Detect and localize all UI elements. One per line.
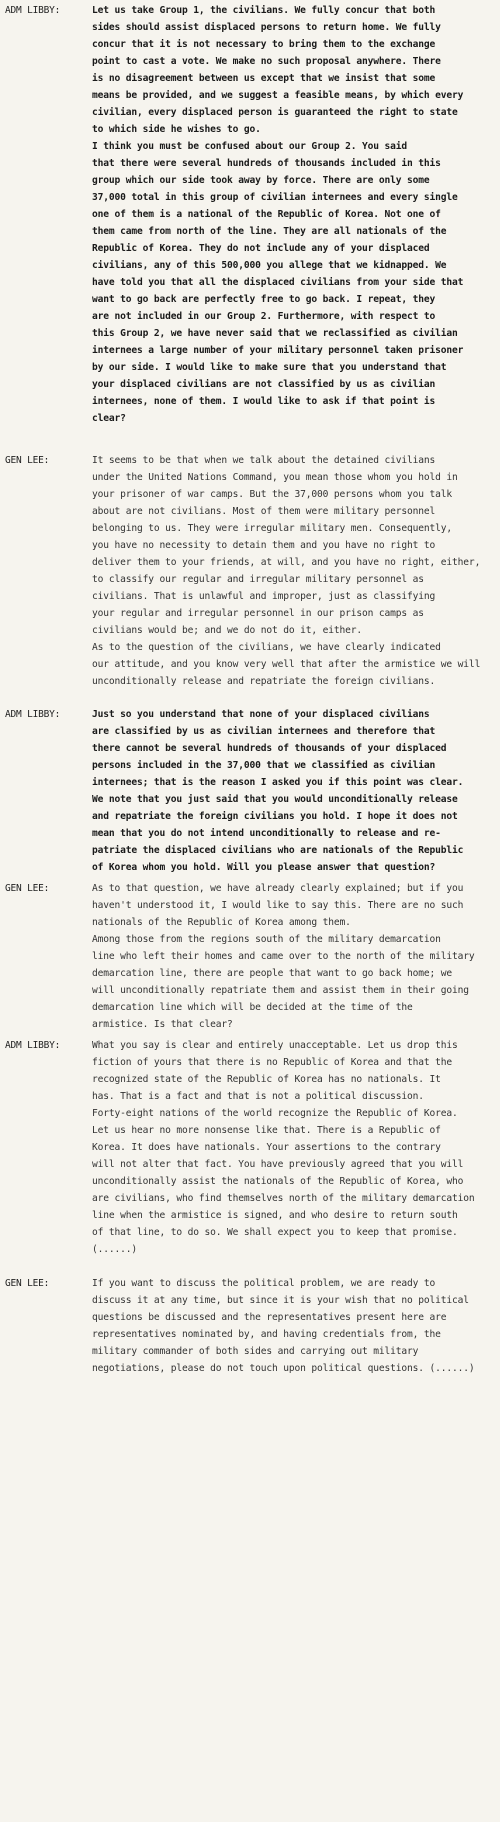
speech-line: are not included in our Group 2. Furthermore, with respect to — [92, 311, 436, 322]
speech-line: If you want to discuss the political problem, we are ready to — [92, 1278, 436, 1289]
speech-line: negotiations, please do not touch upon political questions. (......) — [92, 1363, 475, 1374]
speaker-block — [0, 2, 500, 427]
speech-text — [92, 452, 488, 690]
speech-line: As to that question, we have already clearly explained; but if you — [92, 883, 464, 894]
speaker-block — [0, 706, 500, 876]
speech-line: point to cast a vote. We make no such proposal anywhere. There — [92, 56, 441, 67]
speech-line: It seems to be that when we talk about the detained civilians — [92, 455, 436, 466]
speech-line: Let us take Group 1, the civilians. We fully concur that both — [92, 5, 436, 16]
speech-line: line who left their homes and came over to the north of the military — [92, 951, 475, 962]
speech-line: mean that you do not intend unconditionally to release and re- — [92, 828, 441, 839]
speech-line: fiction of yours that there is no Republic of Korea and that the — [92, 1057, 453, 1068]
speech-text — [92, 880, 488, 1033]
speech-line: our attitude, and you know very well that after the armistice we will — [92, 659, 481, 670]
speech-line: want to go back are perfectly free to go back. I repeat, they — [92, 294, 436, 305]
speech-line: military commander of both sides and carrying out military — [92, 1346, 419, 1357]
speaker-name: GEN LEE: — [5, 883, 50, 894]
speech-text — [92, 1037, 488, 1258]
speech-line: group which our side took away by force. There are only some — [92, 175, 430, 186]
speech-line: of that line, to do so. We shall expect you to keep that promise. — [92, 1227, 458, 1238]
speech-line: this Group 2, we have never said that we reclassified as civilian — [92, 328, 458, 339]
speaker-name: GEN LEE: — [5, 455, 50, 466]
speech-line: (......) — [92, 1244, 138, 1255]
speech-line: representatives nominated by, and having credentials from, the — [92, 1329, 441, 1340]
speech-line: your regular and irregular personnel in our prison camps as — [92, 608, 424, 619]
speech-line: discuss it at any time, but since it is your wish that no political — [92, 1295, 469, 1306]
speech-line: is no disagreement between us except that we insist that some — [92, 73, 436, 84]
speech-line: What you say is clear and entirely unacceptable. Let us drop this — [92, 1040, 458, 1051]
speech-line: nationals of the Republic of Korea among them. — [92, 917, 351, 928]
speech-line: and repatriate the foreign civilians you hold. I hope it does not — [92, 811, 458, 822]
speech-line: I think you must be confused about our Group 2. You said — [92, 141, 408, 152]
speech-line: Republic of Korea. They do not include any of your displaced — [92, 243, 430, 254]
speaker-block — [0, 1275, 500, 1377]
speech-line: there cannot be several hundreds of thousands of your displaced — [92, 743, 447, 754]
speech-line: concur that it is not necessary to bring them to the exchange — [92, 39, 436, 50]
speech-line: Just so you understand that none of your displaced civilians — [92, 709, 430, 720]
speech-line: by our side. I would like to make sure that you understand that — [92, 362, 447, 373]
speech-line: to classify our regular and irregular military personnel as — [92, 574, 424, 585]
speech-line: to which side he wishes to go. — [92, 124, 261, 135]
speech-line: As to the question of the civilians, we have clearly indicated — [92, 642, 441, 653]
speech-line: will not alter that fact. You have previously agreed that you will — [92, 1159, 464, 1170]
speech-line: under the United Nations Command, you mean those whom you hold in — [92, 472, 458, 483]
speech-line: are civilians, who find themselves north of the military demarcation — [92, 1193, 475, 1204]
speech-line: internees, none of them. I would like to ask if that point is — [92, 396, 436, 407]
speech-line: belonging to us. They were irregular military men. Consequently, — [92, 523, 453, 534]
speech-line: demarcation line, there are people that want to go back home; we — [92, 968, 453, 979]
speech-text — [92, 706, 488, 876]
speech-line: questions be discussed and the representatives present here are — [92, 1312, 447, 1323]
speech-line: one of them is a national of the Republic of Korea. Not one of — [92, 209, 441, 220]
speaker-name: ADM LIBBY: — [5, 5, 61, 16]
speech-line: you have no necessity to detain them and you have no right to — [92, 540, 436, 551]
speech-line: civilians. That is unlawful and improper, just as classifying — [92, 591, 436, 602]
speech-line: internees; that is the reason I asked you if this point was clear. — [92, 777, 464, 788]
speaker-name: GEN LEE: — [5, 1278, 50, 1289]
speech-line: civilians, any of this 500,000 you allege that we kidnapped. We — [92, 260, 447, 271]
speech-line: 37,000 total in this group of civilian internees and every single — [92, 192, 458, 203]
speech-text — [92, 1275, 488, 1377]
speech-line: haven't understood it, I would like to say this. There are no such — [92, 900, 464, 911]
speech-line: persons included in the 37,000 that we classified as civilian — [92, 760, 436, 771]
speech-line: civilians would be; and we do not do it, either. — [92, 625, 363, 636]
speech-line: deliver them to your friends, at will, and you have no right, either, — [92, 557, 481, 568]
speech-line: has. That is a fact and that is not a political discussion. — [92, 1091, 424, 1102]
speech-line: that there were several hundreds of thousands included in this — [92, 158, 441, 169]
speech-line: armistice. Is that clear? — [92, 1019, 233, 1030]
speech-line: Let us hear no more nonsense like that. There is a Republic of — [92, 1125, 441, 1136]
speech-line: Among those from the regions south of the military demarcation — [92, 934, 441, 945]
speech-line: means be provided, and we suggest a feasible means, by which every — [92, 90, 464, 101]
speech-line: internees a large number of your military personnel taken prisoner — [92, 345, 464, 356]
speech-line: clear? — [92, 413, 126, 424]
speech-line: unconditionally assist the nationals of the Republic of Korea, who — [92, 1176, 464, 1187]
speech-line: patriate the displaced civilians who are nationals of the Republic — [92, 845, 464, 856]
speech-line: Forty-eight nations of the world recognize the Republic of Korea. — [92, 1108, 458, 1119]
speaker-block — [0, 452, 500, 690]
speaker-block — [0, 1037, 500, 1258]
speaker-block — [0, 880, 500, 1033]
speech-line: sides should assist displaced persons to return home. We fully — [92, 22, 441, 33]
speech-line: are classified by us as civilian internees and therefore that — [92, 726, 436, 737]
speech-line: recognized state of the Republic of Korea has no nationals. It — [92, 1074, 441, 1085]
speech-line: demarcation line which will be decided at the time of the — [92, 1002, 413, 1013]
speech-line: about are not civilians. Most of them were military personnel — [92, 506, 436, 517]
speech-line: will unconditionally repatriate them and assist them in their going — [92, 985, 469, 996]
speech-line: them came from north of the line. They are all nationals of the — [92, 226, 447, 237]
speech-line: have told you that all the displaced civilians from your side that — [92, 277, 464, 288]
speech-text — [92, 2, 488, 427]
speech-line: Korea. It does have nationals. Your assertions to the contrary — [92, 1142, 441, 1153]
speech-line: We note that you just said that you would unconditionally release — [92, 794, 458, 805]
speech-line: your displaced civilians are not classified by us as civilian — [92, 379, 436, 390]
speech-line: your prisoner of war camps. But the 37,000 persons whom you talk — [92, 489, 453, 500]
speech-line: civilian, every displaced person is guaranteed the right to state — [92, 107, 458, 118]
speaker-name: ADM LIBBY: — [5, 709, 61, 720]
speaker-name: ADM LIBBY: — [5, 1040, 61, 1051]
speech-line: unconditionally release and repatriate the foreign civilians. — [92, 676, 436, 687]
speech-line: line when the armistice is signed, and who desire to return south — [92, 1210, 458, 1221]
speech-line: of Korea whom you hold. Will you please answer that question? — [92, 862, 436, 873]
